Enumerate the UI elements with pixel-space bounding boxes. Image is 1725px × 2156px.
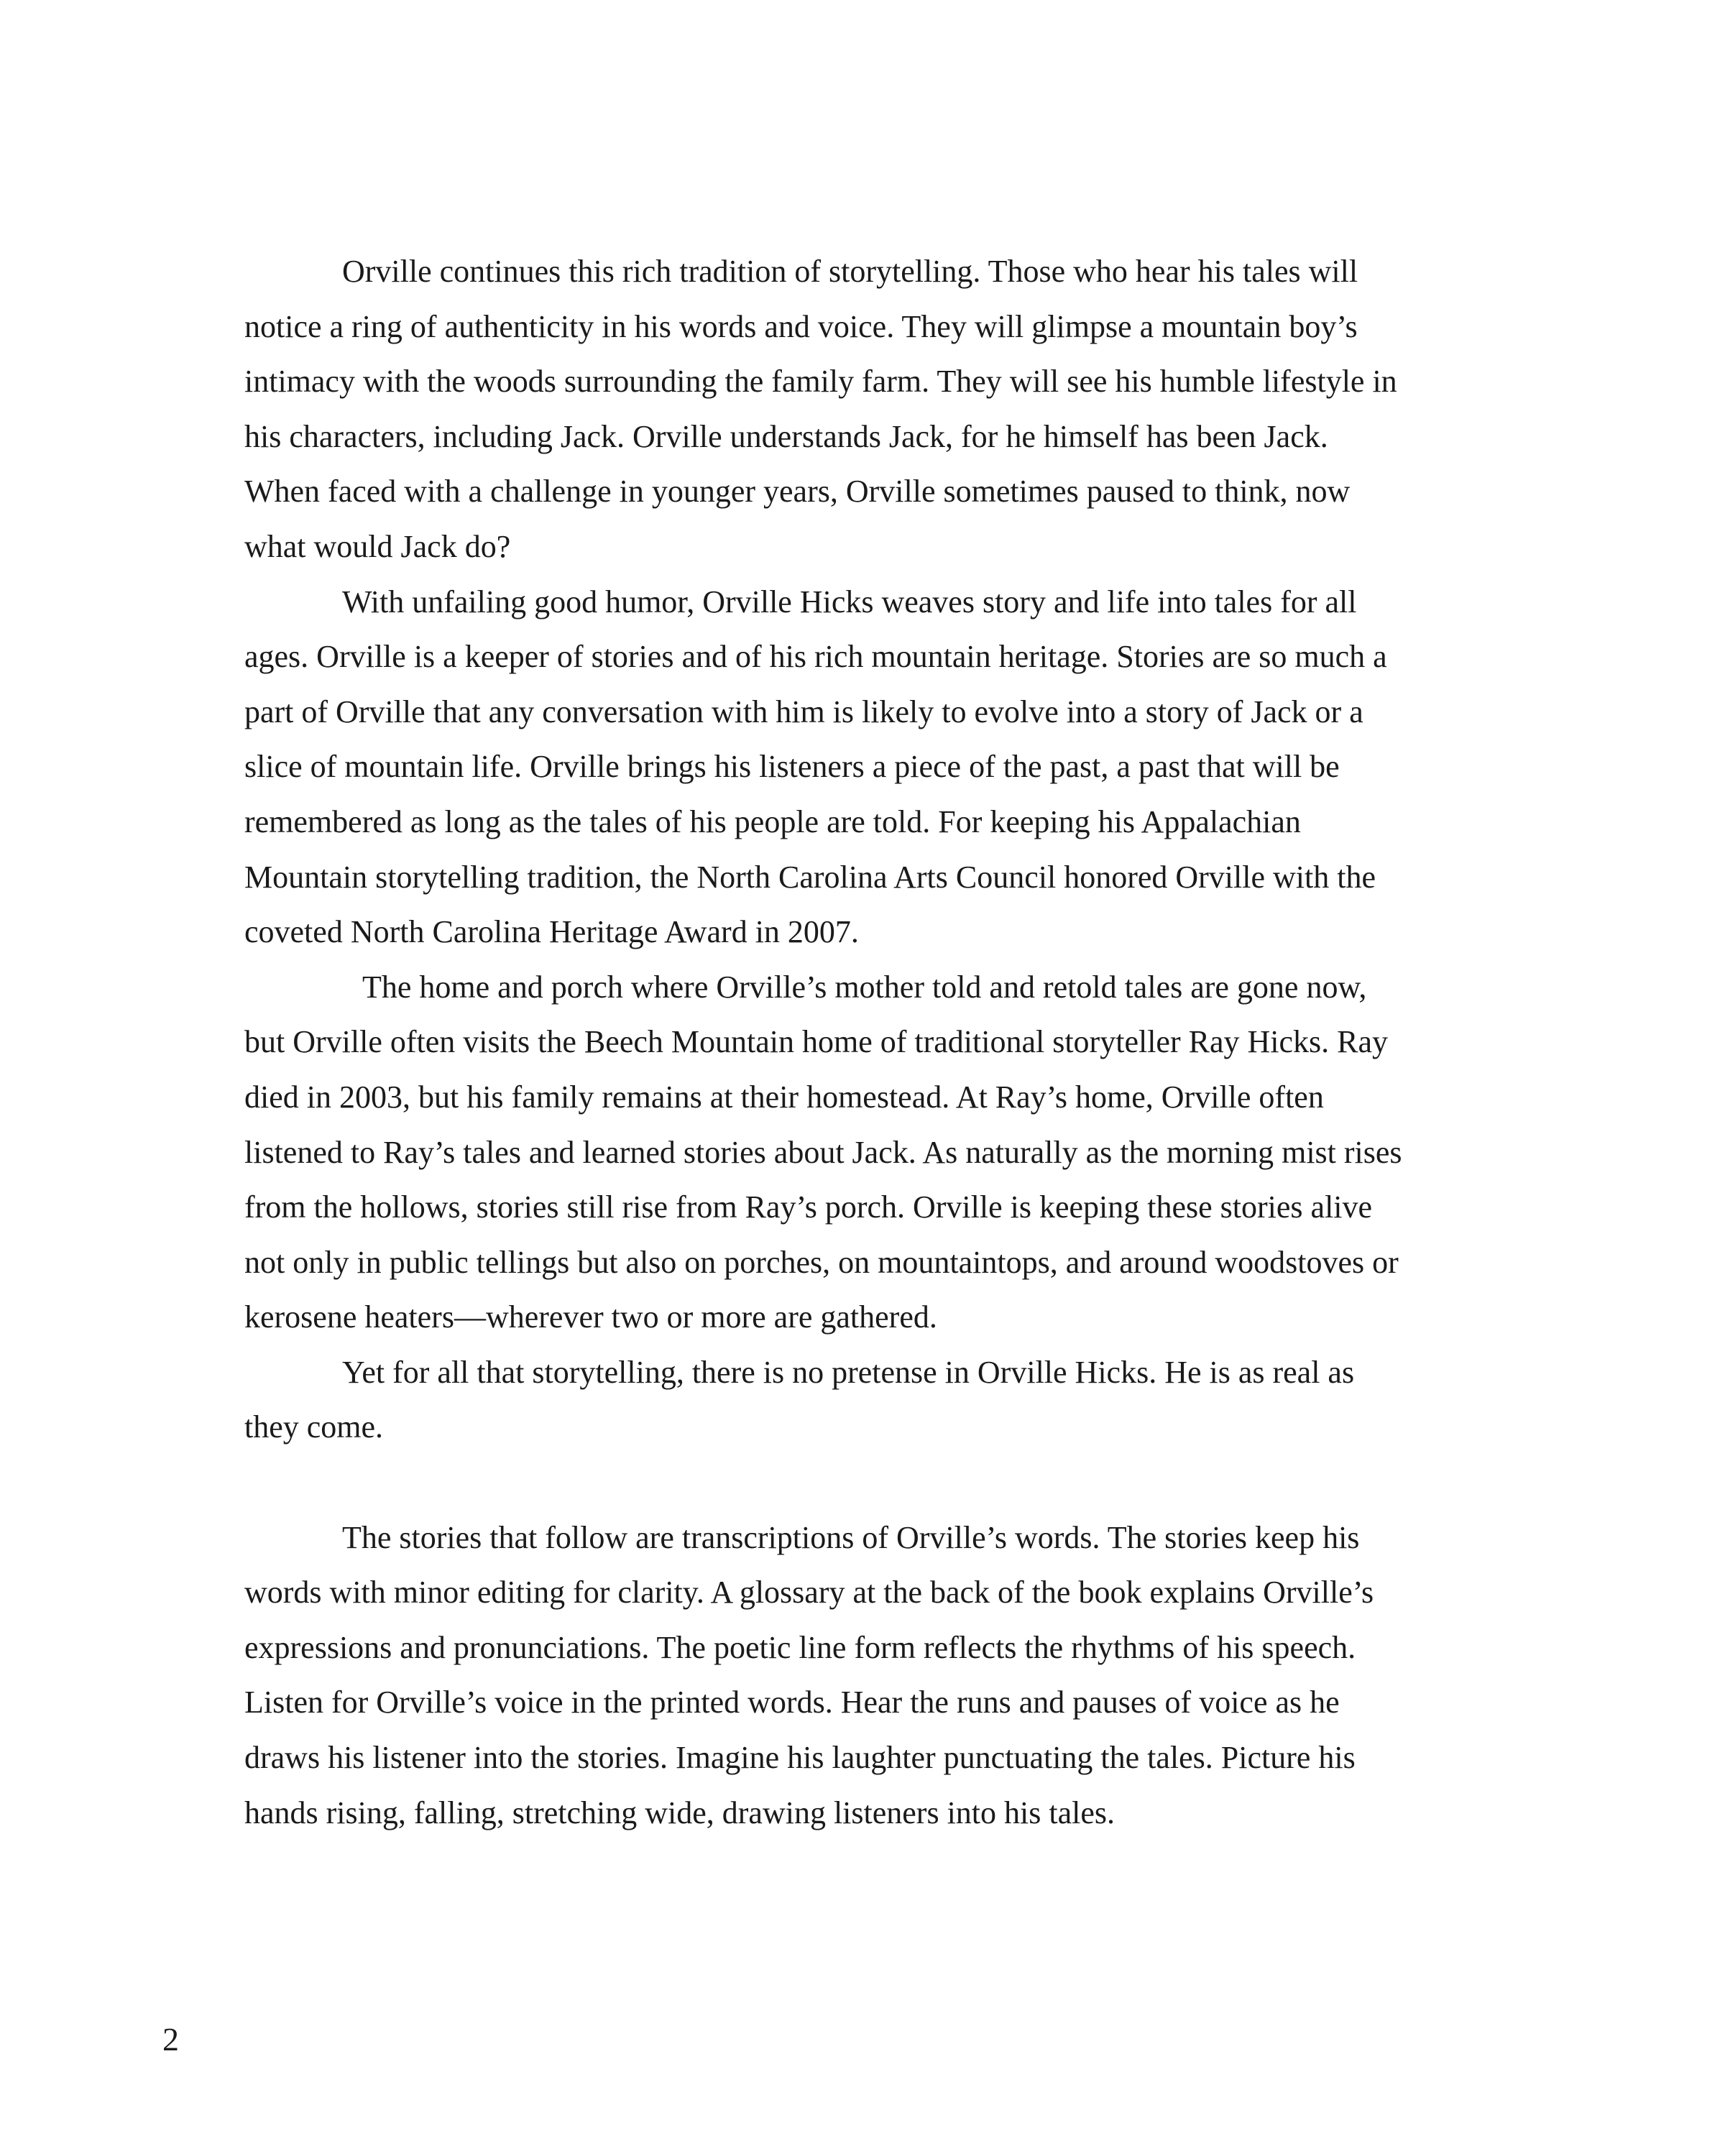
paragraph-home-and-porch: The home and porch where Orville’s mother told and retold tales are gone now, but Orville often visits the Beech Mountain home of traditional storyteller Ray Hicks. Ray died in 2003, but his family remains at their homestead. At Ray’s home, Orville often listened to Ray’s tales and learned stories about Jack. As naturally as the morning mist rises from the hollows, stories still rise from Ray’s porch. Orville is keeping these stories alive not only in public tellings but also on porches, on mountaintops, and around woodstoves or kerosene heaters—wherever two or more are gathered.: [244, 969, 1402, 1335]
paragraph-storytelling-tradition: Orville continues this rich tradition of storytelling. Those who hear his tales will notice a ring of authenticity in his words and voice. They will glimpse a mountain boy’s intimacy with the woods surrounding the family farm. They will see his humble lifestyle in his characters, including Jack. Orville understands Jack, for he himself has been Jack. When faced with a challenge in younger years, Orville sometimes paused to think, now what would Jack do?: [244, 254, 1397, 564]
page-number: 2: [162, 2021, 179, 2058]
paragraph-no-pretense: Yet for all that storytelling, there is no pretense in Orville Hicks. He is as real as they come.: [244, 1354, 1355, 1445]
body-text: [244, 244, 1405, 1841]
section-break: [244, 1455, 1405, 1511]
paragraph-transcriptions-note: The stories that follow are transcriptions of Orville’s words. The stories keep his words with minor editing for clarity. A glossary at the back of the book explains Orville’s expressions and pronunciations. The poetic line form reflects the rhythms of his speech. Listen for Orville’s voice in the printed words. Hear the runs and pauses of voice as he draws his listener into the stories. Imagine his laughter punctuating the tales. Picture his hands rising, falling, stretching wide, drawing listeners into his tales.: [244, 1519, 1374, 1830]
paragraph-good-humor: With unfailing good humor, Orville Hicks weaves story and life into tales for all ages. Orville is a keeper of stories and of his rich mountain heritage. Stories are so much a part of Orville that any conversation with him is likely to evolve into a story of Jack or a slice of mountain life. Orville brings his listeners a piece of the past, a past that will be remembered as long as the tales of his people are told. For keeping his Appalachian Mountain storytelling tradition, the North Carolina Arts Council honored Orville with the coveted North Carolina Heritage Award in 2007.: [244, 584, 1387, 950]
